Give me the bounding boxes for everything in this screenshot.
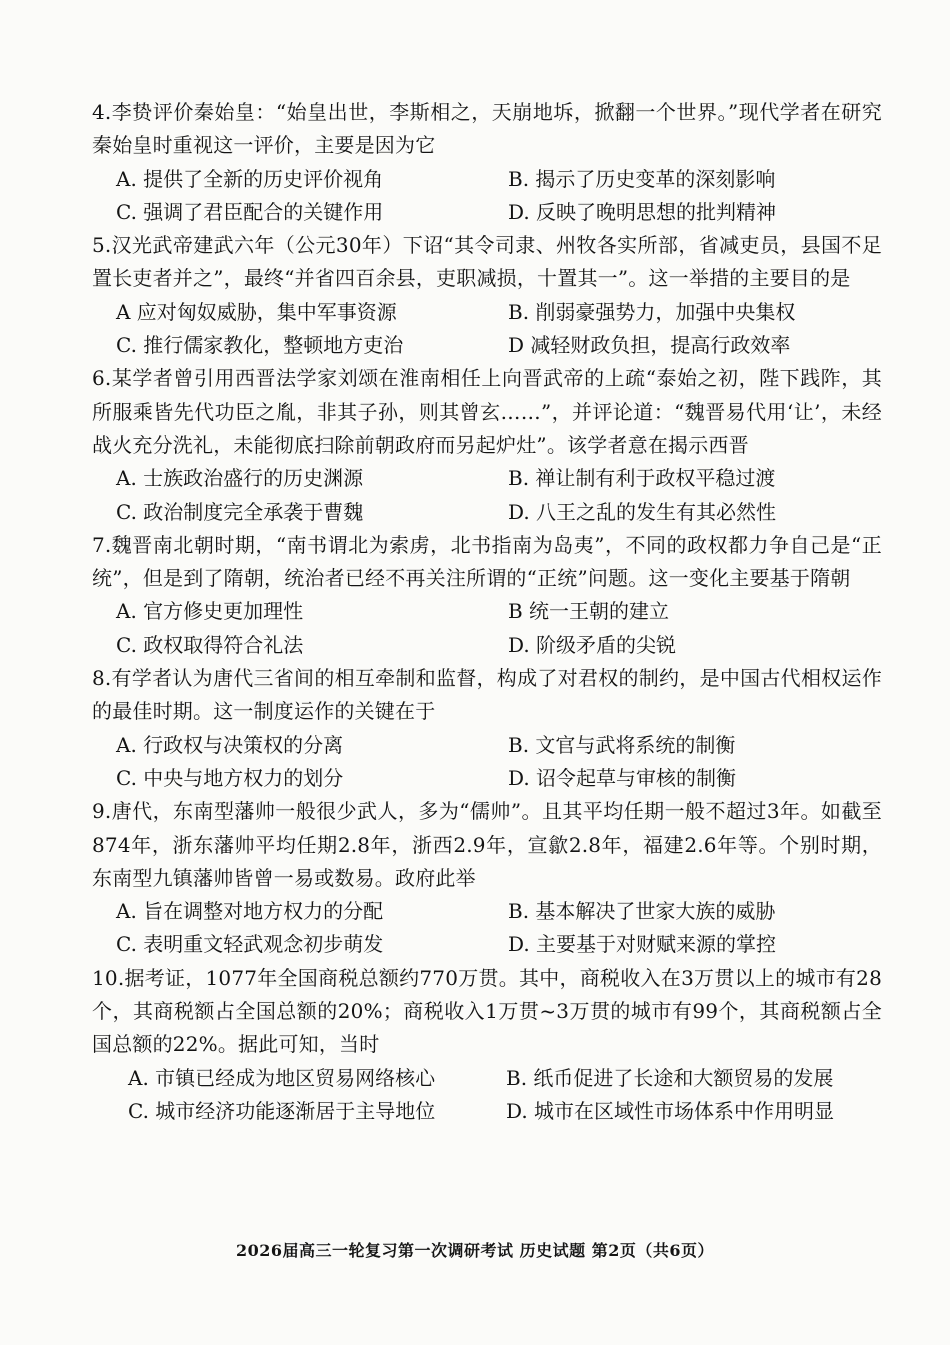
question-stem: 9.唐代，东南型藩帅一般很少武人，多为“儒帅”。且其平均任期一般不超过3年。如截至874年，浙东藩帅平均任期2.8年，浙西2.9年，宣歙2.8年，福建2.6年等。个别时期，东南型九镇藩帅皆曾一易或数易。政府此举 — [92, 799, 882, 890]
option-a: A. 提供了全新的历史评价视角 — [116, 166, 384, 191]
option-a: A. 士族政治盛行的历史渊源 — [116, 466, 364, 491]
question-stem: 8.有学者认为唐代三省间的相互牵制和监督，构成了对君权的制约，是中国古代相权运作的最佳时期。这一制度运作的关键在于 — [92, 666, 882, 724]
option-b: B. 基本解决了世家大族的威胁 — [508, 899, 776, 924]
option-d: D. 八王之乱的发生有其必然性 — [508, 499, 777, 524]
question-7 — [92, 529, 882, 662]
question-stem: 6.某学者曾引用西晋法学家刘颂在淮南相任上向晋武帝的上疏“泰始之初，陛下践阼，其所服乘皆先代功臣之胤，非其子孙，则其曾玄……”，并评论道：“魏晋易代用‘让’，未经战火充分洗礼，未能彻底扫除前朝政府而另起炉灶”。该学者意在揭示西晋 — [92, 366, 882, 457]
option-d: D. 反映了晚明思想的批判精神 — [508, 199, 777, 224]
option-a: A. 行政权与决策权的分离 — [116, 732, 344, 757]
option-a: A. 官方修史更加理性 — [116, 599, 304, 624]
question-6 — [92, 362, 882, 528]
question-stem: 10.据考证，1077年全国商税总额约770万贯。其中，商税收入在3万贯以上的城市有28个，其商税额占全国总额的20%；商税收入1万贯~3万贯的城市有99个，其商税额占全国总额的22%。据此可知，当时 — [92, 965, 882, 1057]
option-a: A. 旨在调整对地方权力的分配 — [116, 899, 384, 924]
option-d: D 减轻财政负担，提高行政效率 — [508, 333, 791, 358]
option-c: C. 强调了君臣配合的关键作用 — [116, 199, 384, 224]
option-b: B. 削弱豪强势力，加强中央集权 — [508, 299, 796, 324]
option-b: B. 文官与武将系统的制衡 — [508, 732, 736, 757]
options-grid — [92, 595, 882, 662]
options-grid — [92, 462, 882, 529]
option-b: B. 禅让制有利于政权平稳过渡 — [508, 466, 776, 491]
option-c: C. 表明重文轻武观念初步萌发 — [116, 932, 384, 957]
options-grid — [92, 163, 882, 230]
question-stem: 5.汉光武帝建武六年（公元30年）下诏“其令司隶、州牧各实所部，省减吏员，县国不足置长吏者并之”，最终“并省四百余县，吏职减损，十置其一”。这一举措的主要目的是 — [92, 233, 882, 291]
option-c: C. 城市经济功能逐渐居于主导地位 — [128, 1098, 436, 1123]
option-b: B. 纸币促进了长途和大额贸易的发展 — [506, 1065, 834, 1090]
question-4 — [92, 96, 882, 229]
question-10 — [92, 962, 882, 1128]
options-grid — [92, 895, 882, 962]
option-d: D. 主要基于对财赋来源的掌控 — [508, 932, 777, 957]
option-c: C. 推行儒家教化，整顿地方吏治 — [116, 333, 404, 358]
option-a: A. 市镇已经成为地区贸易网络核心 — [128, 1065, 436, 1090]
question-stem: 7.魏晋南北朝时期，“南书谓北为索虏，北书指南为岛夷”，不同的政权都力争自己是“正统”，但是到了隋朝，统治者已经不再关注所谓的“正统”问题。这一变化主要基于隋朝 — [92, 532, 882, 591]
option-b: B 统一王朝的建立 — [508, 599, 670, 624]
options-grid — [92, 729, 882, 796]
option-c: C. 中央与地方权力的划分 — [116, 765, 344, 790]
option-d: D. 阶级矛盾的尖锐 — [508, 632, 677, 657]
option-c: C. 政权取得符合礼法 — [116, 632, 304, 657]
option-d: D. 城市在区域性市场体系中作用明显 — [506, 1098, 835, 1123]
question-stem: 4.李贽评价秦始皇：“始皇出世，李斯相之，天崩地坼，掀翻一个世界。”现代学者在研究秦始皇时重视这一评价，主要是因为它 — [92, 100, 882, 158]
option-b: B. 揭示了历史变革的深刻影响 — [508, 166, 776, 191]
option-c: C. 政治制度完全承袭于曹魏 — [116, 499, 364, 524]
page-footer: 2026届高三一轮复习第一次调研考试 历史试题 第2页（共6页） — [236, 1241, 714, 1260]
question-8 — [92, 662, 882, 795]
question-5 — [92, 229, 882, 362]
option-d: D. 诏令起草与审核的制衡 — [508, 765, 737, 790]
options-grid — [92, 296, 882, 363]
exam-page — [92, 96, 882, 1128]
option-a: A 应对匈奴威胁，集中军事资源 — [116, 299, 397, 324]
options-grid — [92, 1062, 882, 1129]
question-9 — [92, 795, 882, 961]
